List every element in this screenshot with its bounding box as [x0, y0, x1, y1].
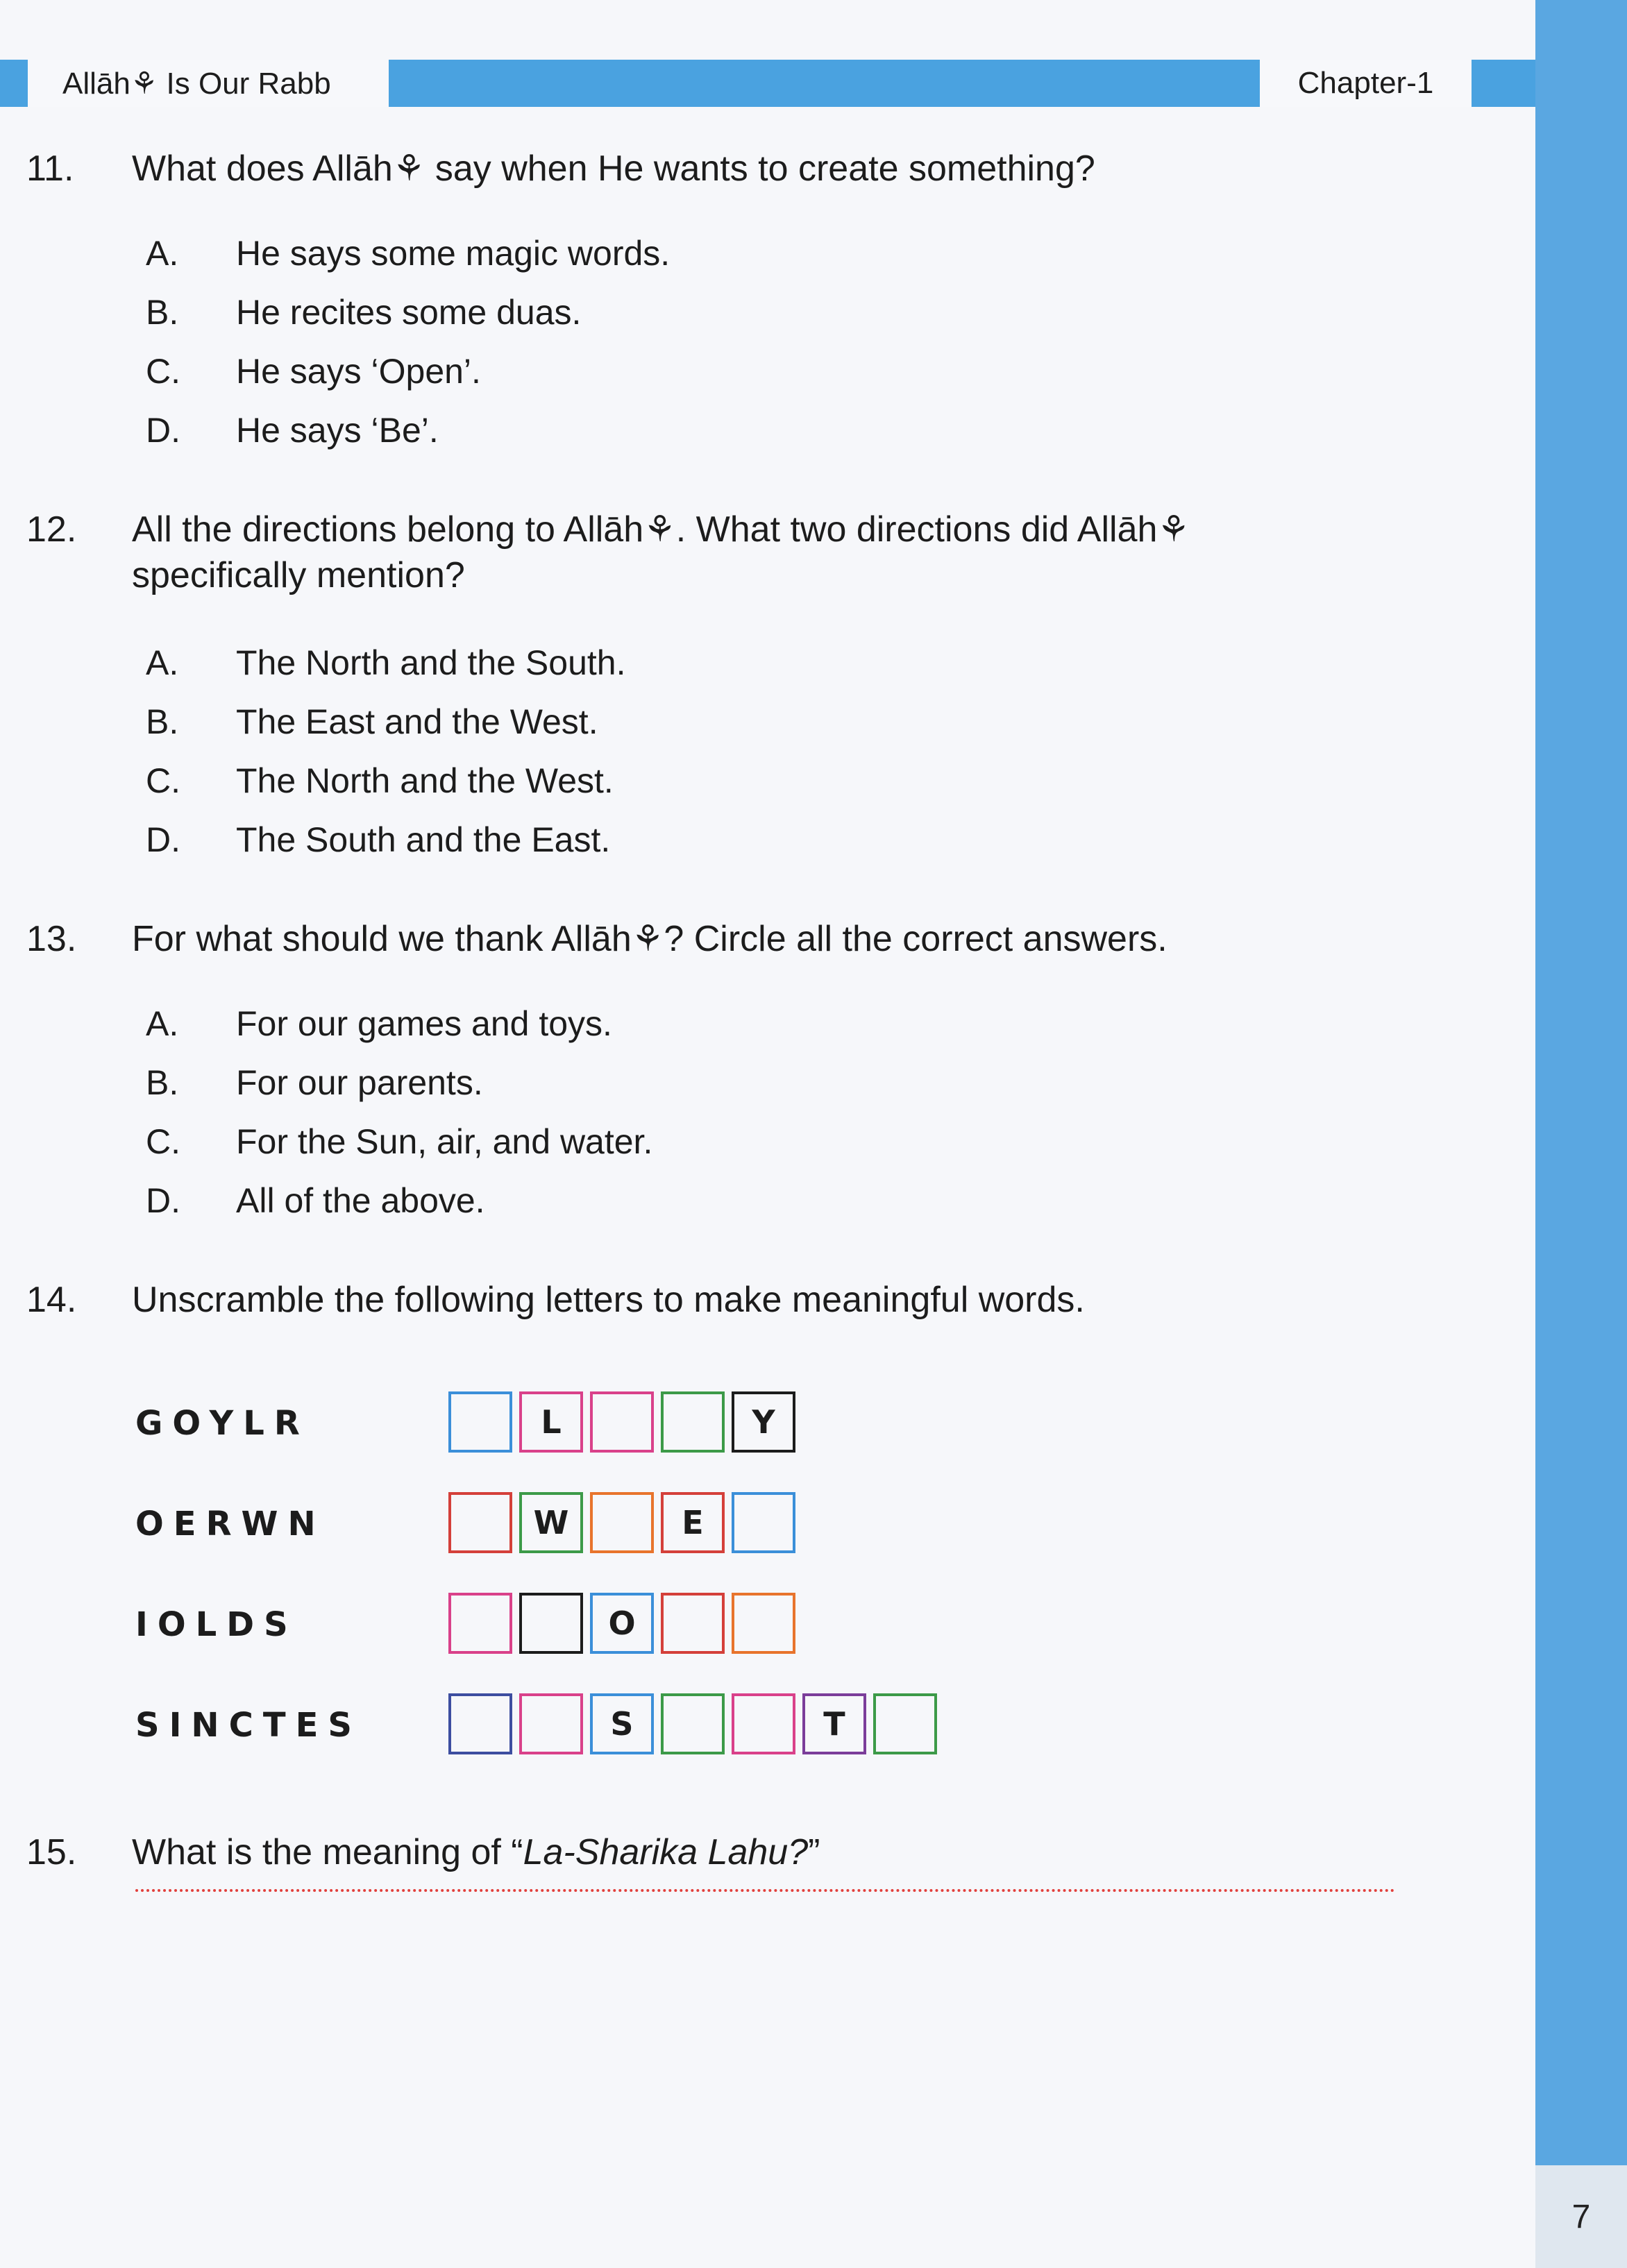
letter-box[interactable] [519, 1593, 583, 1654]
option-11c[interactable] [0, 350, 1458, 392]
option-letter: C. [146, 352, 180, 391]
option-letter: D. [146, 411, 180, 450]
option-text: He says some magic words. [236, 234, 671, 273]
letter-box[interactable] [448, 1492, 512, 1553]
right-margin-band [1535, 0, 1627, 2268]
letter-box-row [448, 1693, 944, 1754]
scrambled-letters: SINCTES [135, 1706, 362, 1745]
option-letter: A. [146, 643, 179, 682]
question-number: 14. [26, 1280, 77, 1320]
letter-box[interactable]: O [590, 1593, 654, 1654]
letter-box[interactable] [661, 1391, 725, 1453]
letter-box[interactable] [732, 1492, 795, 1553]
option-text: For our games and toys. [236, 1004, 612, 1043]
option-text: The North and the South. [236, 643, 626, 682]
option-13a[interactable] [0, 1003, 1458, 1044]
letter-box-row [448, 1391, 802, 1453]
option-letter: A. [146, 234, 179, 273]
option-13b[interactable] [0, 1062, 1458, 1103]
letter-box[interactable] [448, 1693, 512, 1754]
question-14 [0, 1277, 1458, 1332]
question-15 [0, 1829, 1458, 1885]
question-text: For what should we thank Allāh⚘? Circle all the correct answers. [132, 919, 1167, 959]
option-letter: C. [146, 1122, 180, 1161]
question-text-italic: La-Sharika Lahu? [523, 1832, 809, 1872]
letter-box[interactable]: E [661, 1492, 725, 1553]
page-number-box [1535, 2165, 1627, 2268]
question-number: 15. [26, 1832, 77, 1872]
option-letter: A. [146, 1004, 179, 1043]
answer-line-15[interactable] [135, 1889, 1395, 1892]
book-title: Allāh⚘ Is Our Rabb [62, 66, 331, 101]
question-text: Unscramble the following letters to make meaningful words. [132, 1280, 1085, 1320]
header-title-box [28, 60, 389, 107]
option-12d[interactable] [0, 819, 1458, 861]
question-13 [0, 916, 1458, 972]
option-text: The East and the West. [236, 702, 598, 741]
letter-box-row [448, 1492, 802, 1553]
option-text: He recites some duas. [236, 293, 582, 332]
option-13c[interactable] [0, 1121, 1458, 1162]
option-13d[interactable] [0, 1180, 1458, 1221]
letter-box[interactable] [732, 1693, 795, 1754]
question-text-end: ” [808, 1832, 820, 1872]
question-number: 11. [26, 149, 74, 189]
option-12a[interactable] [0, 642, 1458, 684]
option-letter: D. [146, 820, 180, 859]
letter-box[interactable] [732, 1593, 795, 1654]
letter-box[interactable] [448, 1593, 512, 1654]
option-letter: B. [146, 293, 179, 332]
option-letter: B. [146, 702, 179, 741]
letter-box[interactable] [590, 1391, 654, 1453]
chapter-label: Chapter-1 [1297, 66, 1434, 100]
letter-box[interactable]: Y [732, 1391, 795, 1453]
header-strip-middle [389, 60, 1260, 107]
letter-box[interactable] [661, 1693, 725, 1754]
option-text: The North and the West. [236, 761, 614, 800]
question-text [132, 1829, 1347, 1875]
letter-box[interactable] [519, 1693, 583, 1754]
option-text: He says ‘Be’. [236, 411, 439, 450]
letter-box[interactable] [873, 1693, 937, 1754]
question-text: What does Allāh⚘ say when He wants to create something? [132, 149, 1095, 189]
option-11a[interactable] [0, 232, 1458, 274]
scrambled-letters: GOYLR [135, 1404, 310, 1443]
option-text: For our parents. [236, 1063, 483, 1102]
option-letter: B. [146, 1063, 179, 1102]
option-letter: D. [146, 1181, 180, 1220]
letter-box[interactable]: W [519, 1492, 583, 1553]
option-text: All of the above. [236, 1181, 485, 1220]
option-11b[interactable] [0, 291, 1458, 333]
header-strip-right [1472, 60, 1535, 107]
question-number: 12. [26, 509, 77, 550]
letter-box[interactable]: T [802, 1693, 866, 1754]
letter-box[interactable] [661, 1593, 725, 1654]
option-12b[interactable] [0, 701, 1458, 743]
scrambled-letters: IOLDS [135, 1605, 298, 1644]
letter-box-row [448, 1593, 802, 1654]
question-text: All the directions belong to Allāh⚘. What two directions did Allāh⚘ specifically mention? [132, 509, 1190, 595]
scrambled-letters: OERWN [135, 1505, 326, 1543]
letter-box[interactable] [448, 1391, 512, 1453]
header-strip-left [0, 60, 28, 107]
option-letter: C. [146, 761, 180, 800]
option-text: For the Sun, air, and water. [236, 1122, 653, 1161]
question-number: 13. [26, 919, 77, 959]
question-12 [0, 507, 1458, 604]
header-chapter-box [1260, 60, 1472, 107]
option-text: He says ‘Open’. [236, 352, 481, 391]
option-11d[interactable] [0, 409, 1458, 451]
question-text-start: What is the meaning of “ [132, 1832, 523, 1872]
question-11 [0, 146, 1458, 201]
letter-box[interactable]: S [590, 1693, 654, 1754]
option-12c[interactable] [0, 760, 1458, 802]
letter-box[interactable]: L [519, 1391, 583, 1453]
option-text: The South and the East. [236, 820, 611, 859]
page-number: 7 [1571, 2198, 1591, 2235]
letter-box[interactable] [590, 1492, 654, 1553]
